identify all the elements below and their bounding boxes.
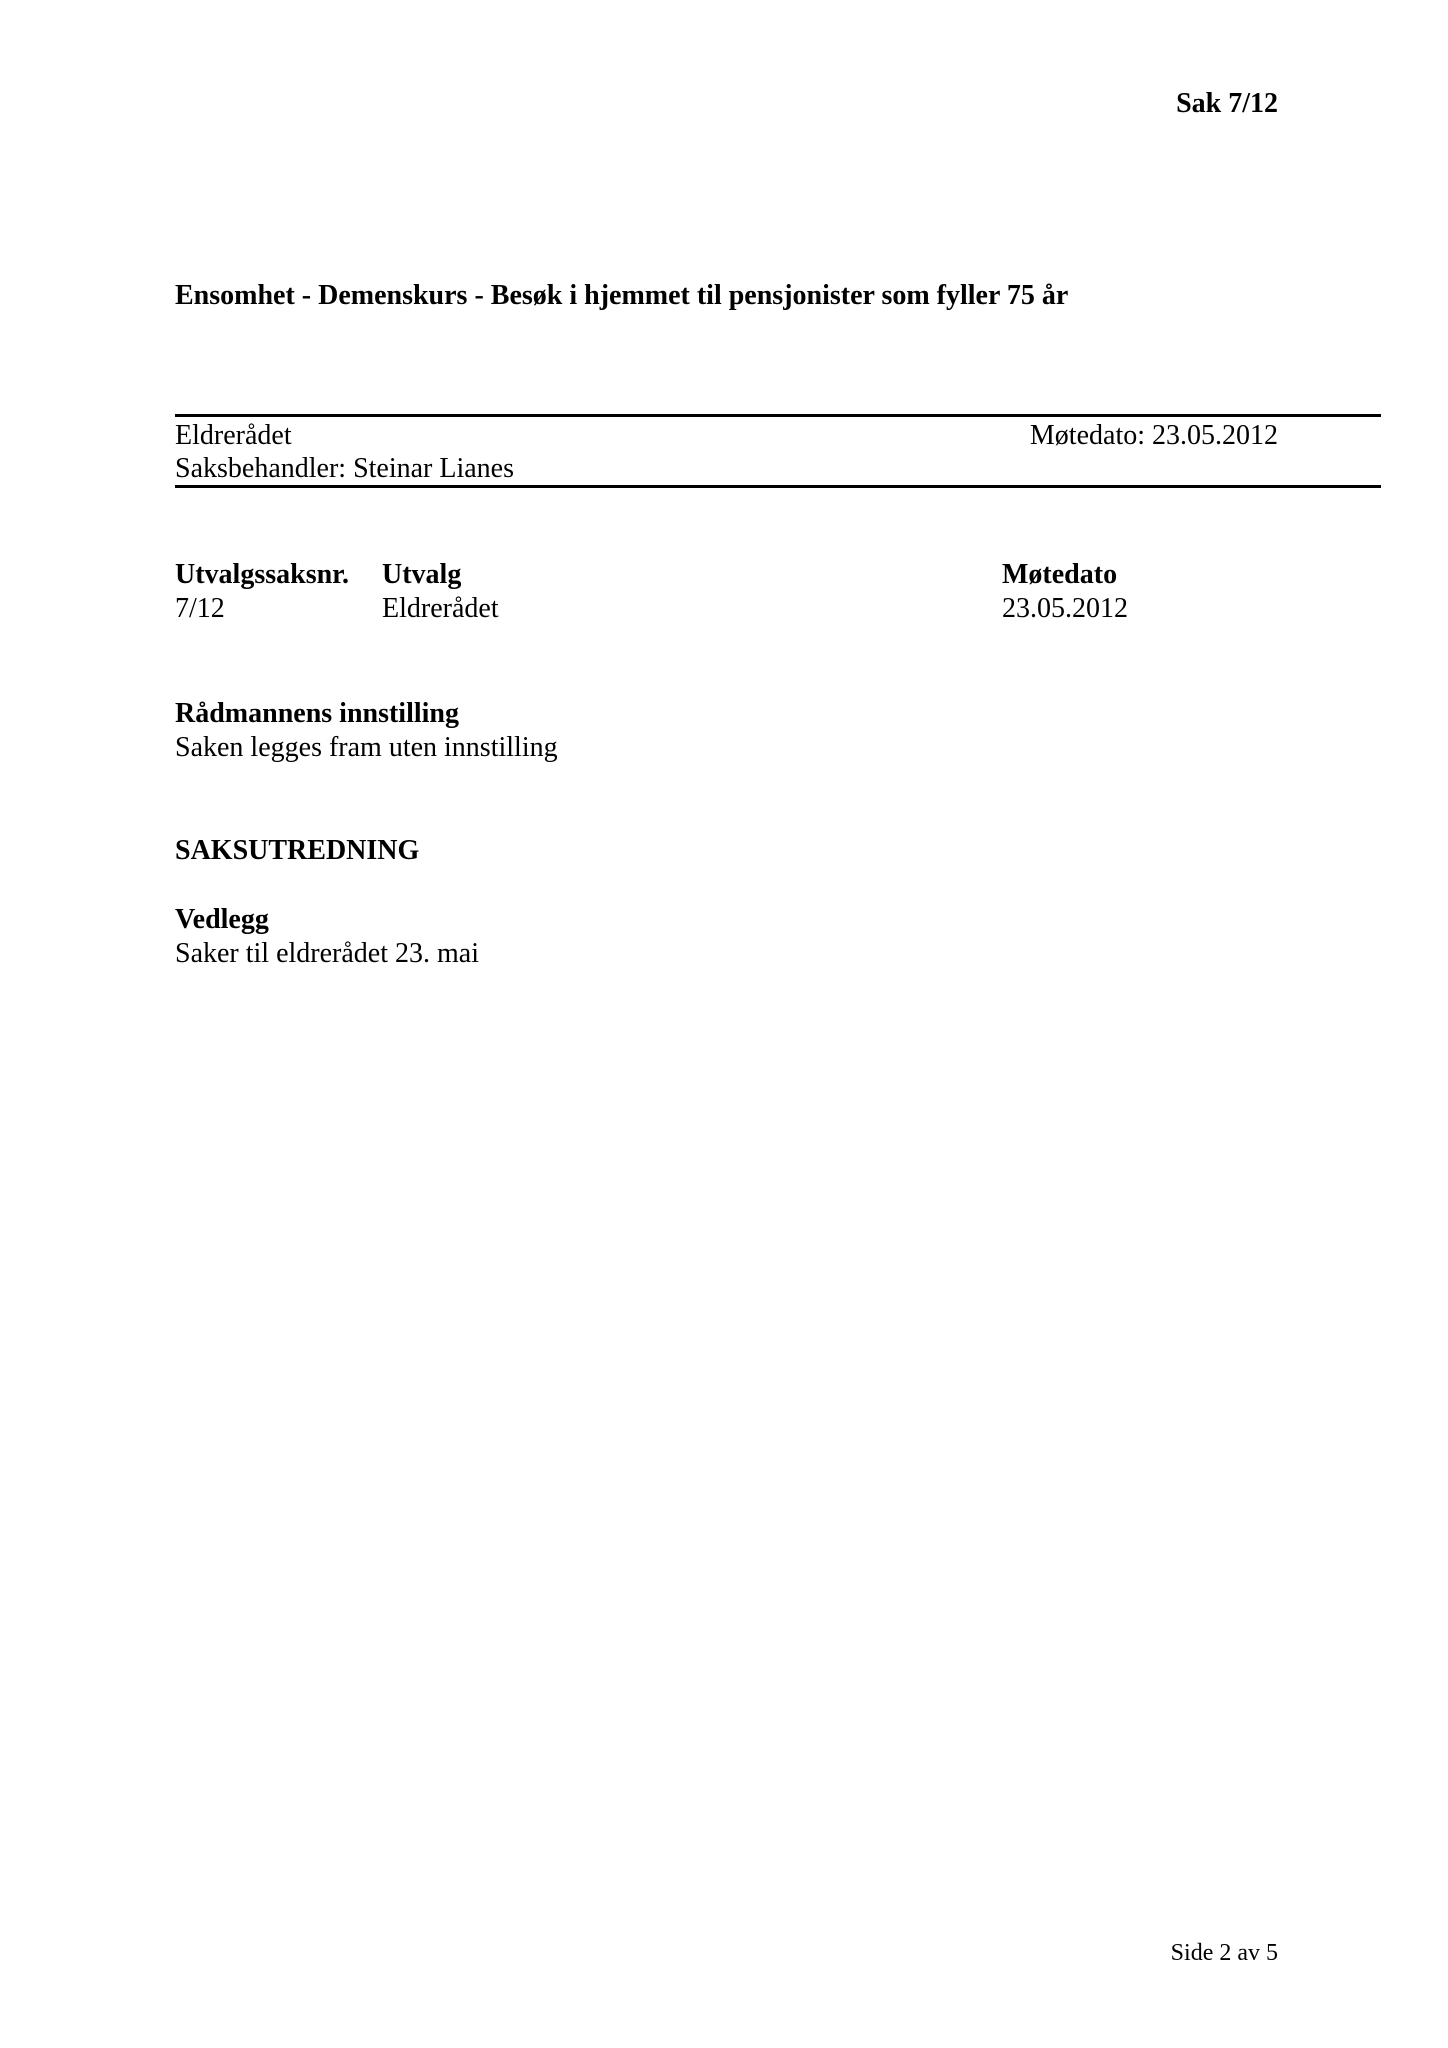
- case-report-heading: SAKSUTREDNING: [175, 835, 420, 866]
- recommendation-text: Saken legges fram uten innstilling: [175, 732, 558, 763]
- meta-meeting-date: Møtedato: 23.05.2012: [1029, 420, 1278, 451]
- bottom-rule: [175, 485, 1381, 488]
- page-number: Side 2 av 5: [1170, 1940, 1278, 1966]
- attachments-text: Saker til eldrerådet 23. mai: [175, 938, 479, 969]
- attachments-heading: Vedlegg: [175, 904, 269, 935]
- table-header-case-no: Utvalgssaksnr.: [175, 559, 350, 590]
- table-cell-meeting-date: 23.05.2012: [1002, 593, 1128, 624]
- table-cell-case-no: 7/12: [175, 593, 225, 624]
- top-rule: [175, 414, 1381, 417]
- document-title: Ensomhet - Demenskurs - Besøk i hjemmet til pensjonister som fyller 75 år: [175, 280, 1069, 311]
- table-header-meeting-date: Møtedato: [1002, 559, 1118, 590]
- table-cell-committee: Eldrerådet: [382, 593, 499, 624]
- meta-case-handler: Saksbehandler: Steinar Lianes: [175, 453, 515, 484]
- recommendation-heading: Rådmannens innstilling: [175, 698, 459, 729]
- meta-committee: Eldrerådet: [175, 420, 292, 451]
- case-number-label: Sak 7/12: [1176, 88, 1278, 119]
- table-header-committee: Utvalg: [382, 559, 462, 590]
